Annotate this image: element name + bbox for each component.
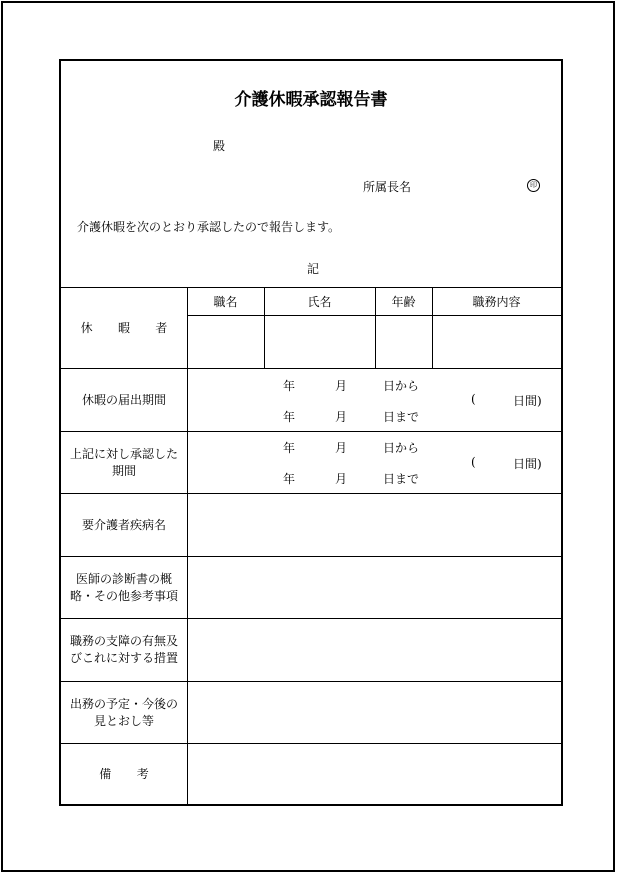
r1-days-open: ( — [471, 392, 476, 406]
person-header-cell — [61, 289, 187, 368]
r2-l2-day: 日まで — [383, 472, 420, 486]
r1-l1-day: 日から — [383, 379, 420, 393]
report-form — [59, 59, 563, 806]
divider-label-col — [187, 287, 188, 804]
col-duty: 職務内容 — [472, 294, 521, 309]
label-outlook: 出務の予定・今後の見とおし等 — [69, 696, 178, 728]
divider-header — [61, 287, 561, 288]
form-title: 介護休暇承認報告書 — [234, 90, 388, 110]
input-doctor-summary[interactable] — [189, 558, 559, 617]
r2-l2-month: 月 — [335, 472, 348, 486]
input-duty-impact[interactable] — [189, 620, 559, 680]
label-notified-period: 休暇の届出期間 — [81, 392, 166, 407]
input-name[interactable] — [266, 318, 373, 366]
input-duty[interactable] — [434, 318, 559, 366]
label-doctor-summary: 医師の診断書の概略・その他参考事項 — [69, 571, 178, 603]
label-duty-impact: 職務の支障の有無及びこれに対する措置 — [69, 634, 178, 665]
r1-l2-day: 日まで — [383, 410, 420, 424]
label-remarks-cell — [61, 744, 187, 804]
label-illness: 要介護者疾病名 — [81, 517, 166, 532]
office-head-label: 所属長名 — [363, 180, 412, 194]
r2-days-close: 日間) — [513, 457, 542, 471]
r1-l2-year: 年 — [283, 410, 296, 424]
col-name: 氏名 — [307, 294, 332, 309]
intro-text: 介護休暇を次のとおり承認したので報告します。 — [77, 220, 341, 234]
label-approved-period: 上記に対し承認した期間 — [69, 446, 178, 478]
r2-days-open: ( — [471, 455, 476, 469]
person-header: 休 暇 者 — [80, 321, 179, 335]
r2-l2-year: 年 — [283, 472, 296, 486]
r2-l1-month: 月 — [335, 441, 348, 455]
seal-mark: 印 — [527, 179, 540, 192]
r2-l1-year: 年 — [283, 441, 296, 455]
col-age: 年齢 — [391, 294, 416, 309]
r1-l1-year: 年 — [283, 379, 296, 393]
addressee-suffix: 殿 — [213, 139, 226, 153]
input-title[interactable] — [189, 318, 262, 366]
input-age[interactable] — [377, 318, 430, 366]
col-title: 職名 — [213, 294, 238, 309]
input-remarks[interactable] — [189, 745, 559, 803]
label-remarks: 備 考 — [99, 766, 160, 781]
r1-l1-month: 月 — [335, 379, 348, 393]
input-illness[interactable] — [189, 495, 559, 555]
r2-l1-day: 日から — [383, 441, 420, 455]
r1-l2-month: 月 — [335, 410, 348, 424]
input-outlook[interactable] — [189, 683, 559, 742]
r1-days-close: 日間) — [513, 394, 542, 408]
ki-label: 記 — [307, 262, 320, 276]
divider-columns — [187, 315, 561, 316]
